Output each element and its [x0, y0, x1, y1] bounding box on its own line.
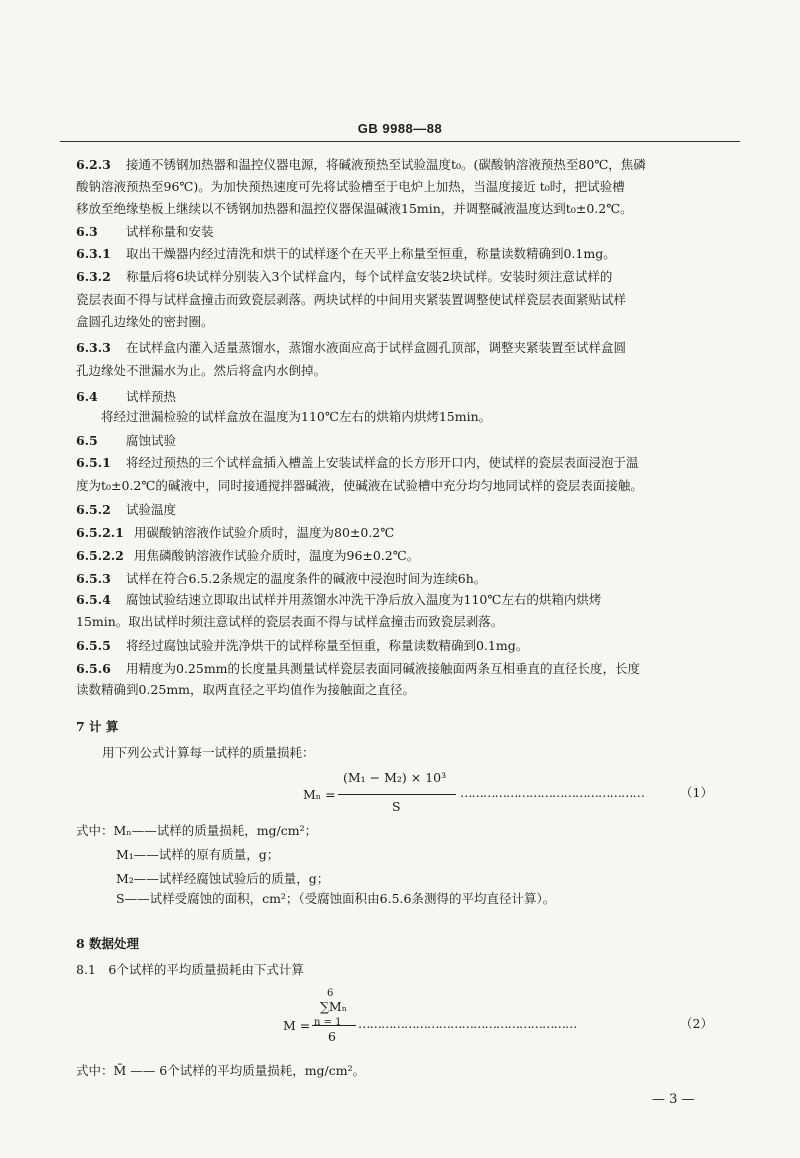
clause-number: 6.4: [76, 389, 98, 404]
formula-1-where-line: S——试样受腐蚀的面积，cm²；（受腐蚀面积由6.5.6条测得的平均直径计算）。: [116, 891, 556, 906]
text-line: [76, 363, 736, 379]
standard-code-header: GB 9988—88: [357, 121, 443, 136]
clause-text: 称量后将6块试样分别装入3个试样盒内，每个试样盒安装2块试样。安装时须注意试样的: [126, 269, 613, 284]
formula-1-where-line: 式中：Mₙ——试样的质量损耗，mg/cm²；: [76, 823, 318, 838]
clause-number: 6.5.2.2: [76, 548, 124, 563]
clause-number: 6.5.6: [76, 661, 111, 676]
clause-number: 6.3: [76, 224, 98, 239]
formula-2-fraction-bar: [312, 1025, 356, 1026]
text-line: [76, 224, 736, 240]
text-line: [76, 409, 736, 425]
clause-text: 读数精确到0.25mm，取两直径之平均值作为接触面之直径。: [76, 682, 416, 697]
clause-number: 6.5.4: [76, 592, 111, 607]
text-line: [76, 455, 736, 471]
clause-text: 酸钠溶液预热至96℃)。为加快预热速度可先将试验槽至于电炉上加热，当温度接近 t₀时，把试验槽: [76, 179, 625, 194]
text-line: [76, 269, 736, 285]
clause-number: 6.2.3: [76, 157, 111, 172]
clause-text: 将经过泄漏检验的试样盒放在温度为110℃左右的烘箱内烘烤15min。: [76, 409, 492, 424]
clause-number: 6.5.2.1: [76, 525, 124, 540]
clause-text: 瓷层表面不得与试样盒撞击而致瓷层剥落。两块试样的中间用夹紧装置调整使试样瓷层表面紧贴试样: [76, 292, 627, 307]
formula-1-leader-dots: …………………………………………: [460, 785, 644, 800]
formula-2-where-line: 式中：M̄ —— 6个试样的平均质量损耗，mg/cm²。: [76, 1063, 366, 1078]
text-line: [76, 638, 736, 654]
text-line: [76, 682, 736, 698]
section-8-1-text: 8.1 6个试样的平均质量损耗由下式计算: [76, 962, 304, 977]
clause-text: 取出干燥器内经过清洗和烘干的试样逐个在天平上称量至恒重，称量读数精确到0.1mg。: [126, 246, 616, 261]
text-line: [76, 502, 736, 518]
text-line: [76, 201, 736, 217]
text-line: [76, 292, 736, 308]
text-line: [76, 614, 736, 630]
clause-text: 度为t₀±0.2℃的碱液中，同时接通搅拌器碱液，使碱液在试验槽中充分均匀地同试样的瓷层表面接触。: [76, 478, 643, 493]
formula-2-sum-upper: 6: [327, 988, 334, 999]
clause-text: 15min。取出试样时须注意试样的瓷层表面不得与试样盒撞击而致瓷层剥落。: [76, 614, 504, 629]
text-line: [76, 433, 736, 449]
clause-text: 试样预热: [126, 389, 177, 404]
section-7-intro: 用下列公式计算每一试样的质量损耗：: [102, 745, 315, 760]
clause-text: 试样在符合6.5.2条规定的温度条件的碱液中浸泡时间为连续6h。: [126, 571, 487, 586]
formula-1-denominator: S: [392, 799, 401, 814]
formula-2-sum: ∑Mₙ: [320, 999, 348, 1014]
formula-1-where-line: M₂——试样经腐蚀试验后的质量，g；: [116, 871, 330, 886]
clause-text: 用碳酸钠溶液作试验介质时，温度为80±0.2℃: [134, 525, 395, 540]
text-line: [76, 157, 736, 173]
formula-2-leader-dots: …………………………………………………: [358, 1016, 577, 1031]
clause-number: 6.3.3: [76, 340, 111, 355]
formula-1-lhs: Mₙ =: [303, 787, 336, 802]
clause-number: 6.5.5: [76, 638, 111, 653]
formula-2-number: （2）: [680, 1016, 713, 1031]
clause-text: 将经过预热的三个试样盒插入槽盖上安装试样盒的长方形开口内，使试样的瓷层表面浸泡于温: [126, 455, 639, 470]
clause-text: 移放至绝缘垫板上继续以不锈钢加热器和温控仪器保温碱液15min，并调整碱液温度达到t₀±0.2℃。: [76, 201, 633, 216]
text-line: [76, 340, 736, 356]
clause-number: 6.5.3: [76, 571, 111, 586]
clause-text: 在试样盒内灌入适量蒸馏水，蒸馏水液面应高于试样盒圆孔顶部，调整夹紧装置至试样盒圆: [126, 340, 627, 355]
clause-text: 盒圆孔边缘处的密封圈。: [76, 314, 214, 329]
clause-number: 6.3.1: [76, 246, 111, 261]
text-line: [76, 592, 736, 608]
text-line: [76, 548, 736, 564]
clause-text: 试验温度: [126, 502, 177, 517]
section-8-title: 8 数据处理: [76, 936, 140, 951]
text-line: [76, 571, 736, 587]
text-line: [76, 314, 736, 330]
clause-number: 6.3.2: [76, 269, 111, 284]
clause-number: 6.5.2: [76, 502, 111, 517]
clause-text: 用精度为0.25mm的长度量具测量试样瓷层表面同碱液接触面两条互相垂直的直径长度，长度: [126, 661, 641, 676]
text-line: [76, 389, 736, 405]
text-line: [76, 525, 736, 541]
clause-number: 6.5.1: [76, 455, 111, 470]
formula-1-number: （1）: [680, 785, 713, 800]
section-7-title: 7 计 算: [76, 719, 119, 734]
clause-text: 孔边缘处不泄漏水为止。然后将盒内水倒掉。: [76, 363, 327, 378]
clause-text: 腐蚀试验: [126, 433, 177, 448]
text-line: [76, 661, 736, 677]
text-line: [76, 246, 736, 262]
text-line: [76, 478, 736, 494]
clause-text: 试样称量和安装: [126, 224, 214, 239]
formula-1-where-line: M₁——试样的原有质量，g；: [116, 847, 280, 862]
clause-text: 接通不锈钢加热器和温控仪器电源，将碱液预热至试验温度t₀。(碳酸钠溶液预热至80℃，焦磷: [126, 157, 646, 172]
clause-text: 用焦磷酸钠溶液作试验介质时，温度为96±0.2℃。: [134, 548, 420, 563]
formula-2-denominator: 6: [328, 1029, 336, 1044]
formula-2-sum-lower: n = 1: [314, 1017, 342, 1028]
clause-number: 6.5: [76, 433, 98, 448]
formula-1-fraction-bar: [338, 794, 456, 795]
header-rule: [60, 141, 740, 142]
page-number: — 3 —: [652, 1092, 695, 1107]
clause-text: 将经过腐蚀试验并洗净烘干的试样称量至恒重，称量读数精确到0.1mg。: [126, 638, 529, 653]
clause-text: 腐蚀试验结速立即取出试样并用蒸馏水冲洗干净后放入温度为110℃左右的烘箱内烘烤: [126, 592, 602, 607]
text-line: [76, 179, 736, 195]
formula-2-lhs: M =: [283, 1018, 311, 1033]
formula-1-numerator: (M₁ − M₂) × 10³: [343, 770, 447, 785]
